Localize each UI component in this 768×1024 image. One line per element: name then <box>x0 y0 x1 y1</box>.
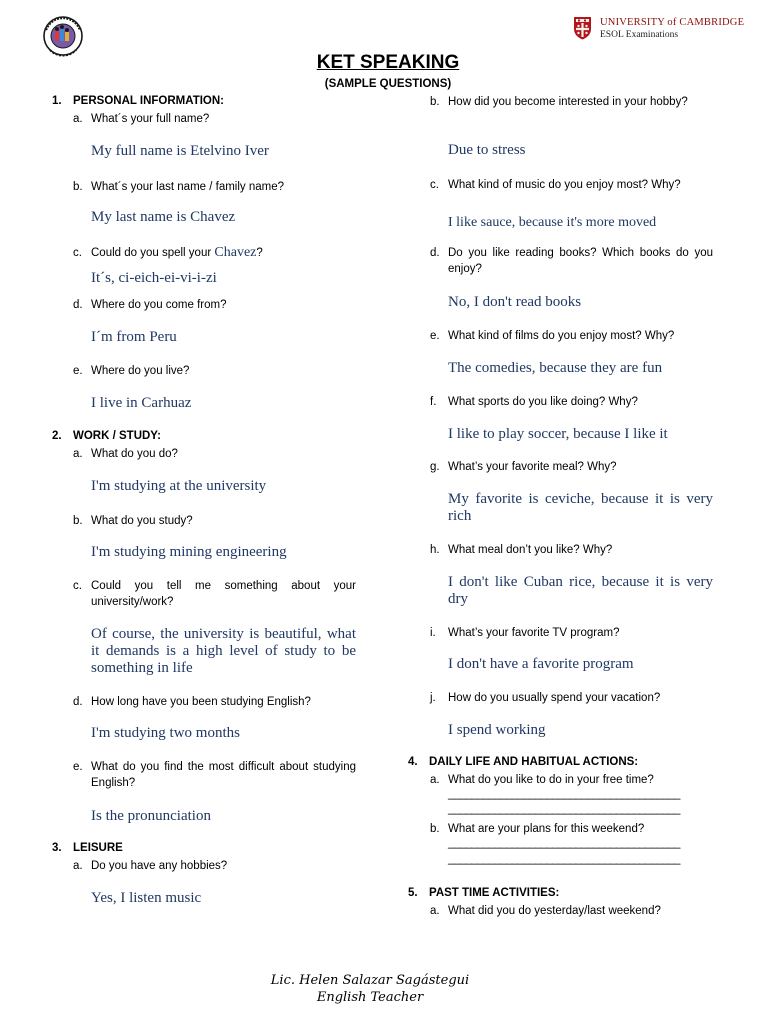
section-number: 2. <box>52 430 62 442</box>
answer: Is the pronunciation <box>91 808 211 824</box>
section-number: 4. <box>408 756 418 768</box>
question-text: Do you have any hobbies? <box>91 860 228 872</box>
question-text <box>91 245 263 261</box>
question-letter: a. <box>73 860 83 872</box>
answer: I don't have a favorite program <box>448 656 634 672</box>
answer: I'm studying at the university <box>91 478 267 494</box>
question-text: How did you become interested in your hobby? <box>448 96 688 108</box>
cambridge-shield-icon <box>573 16 592 40</box>
section-number: 1. <box>52 95 62 107</box>
question-text: How long have you been studying English? <box>91 696 311 708</box>
answer: I´m from Peru <box>91 329 177 345</box>
answer: It´s, ci-eich-ei-vi-i-zi <box>91 270 217 286</box>
section-number: 5. <box>408 887 418 899</box>
question-text: How do you usually spend your vacation? <box>448 692 661 704</box>
question-text: What kind of films do you enjoy most? Why? <box>448 330 675 342</box>
page-subtitle: (SAMPLE QUESTIONS) <box>324 78 452 90</box>
answer: I spend working <box>448 722 546 738</box>
cambridge-logo <box>573 16 753 42</box>
answer: My full name is Etelvino Iver <box>91 143 269 159</box>
section-label: WORK / STUDY: <box>73 430 161 442</box>
question-text: What do you study? <box>91 515 193 527</box>
question-letter: e. <box>73 365 83 377</box>
question-text: What sports do you like doing? Why? <box>448 396 638 408</box>
question-letter: a. <box>73 448 83 460</box>
question-letter: d. <box>73 299 83 311</box>
question-text: Do you like reading books? Which books do you enjoy? <box>448 247 713 275</box>
question-letter: b. <box>430 96 440 108</box>
answer: The comedies, because they are fun <box>448 360 663 376</box>
question-text-main: Could do you spell your <box>91 247 215 259</box>
answer: No, I don't read books <box>448 294 582 310</box>
answer: I'm studying two months <box>91 725 240 741</box>
answer-blank-line[interactable]: ________________________________________ <box>448 788 680 800</box>
answer: I like sauce, because it's more moved <box>448 215 657 230</box>
question-letter: c. <box>73 247 82 259</box>
question-text: What do you find the most difficult about studying English? <box>91 761 356 789</box>
question-letter: a. <box>430 774 440 786</box>
answer: My favorite is ceviche, because it is very rich <box>448 491 713 524</box>
question-text: Where do you live? <box>91 365 190 377</box>
answer-blank-line[interactable]: ________________________________________ <box>448 837 680 849</box>
answer-blank-line[interactable]: ________________________________________ <box>448 853 680 865</box>
question-letter: j. <box>430 692 436 704</box>
answer-blank-line[interactable]: ________________________________________ <box>448 803 680 815</box>
question-letter: g. <box>430 461 440 473</box>
question-text: What meal don’t you like? Why? <box>448 544 613 556</box>
answer: I'm studying mining engineering <box>91 544 287 560</box>
question-text: What´s your full name? <box>91 113 210 125</box>
teacher-role: English Teacher <box>316 990 424 1005</box>
question-text: Could you tell me something about your university/work? <box>91 580 356 608</box>
question-letter: d. <box>73 696 83 708</box>
question-text-name: Chavez <box>214 245 257 260</box>
question-letter: c. <box>430 179 439 191</box>
answer: I like to play soccer, because I like it <box>448 426 668 442</box>
teacher-name: Lic. Helen Salazar Sagástegui <box>270 973 470 988</box>
question-text: What do you like to do in your free time? <box>448 774 654 786</box>
section-label: LEISURE <box>73 842 123 854</box>
section-label: PERSONAL INFORMATION: <box>73 95 224 107</box>
page-title: KET SPEAKING <box>316 52 460 73</box>
question-text: What do you do? <box>91 448 178 460</box>
question-letter: a. <box>73 113 83 125</box>
question-text: What did you do yesterday/last weekend? <box>448 905 661 917</box>
cambridge-name: UNIVERSITY of CAMBRIDGE <box>600 17 745 28</box>
cambridge-subtitle: ESOL Examinations <box>600 30 679 40</box>
question-text-end: ? <box>256 247 263 259</box>
question-letter: e. <box>430 330 440 342</box>
section-label: PAST TIME ACTIVITIES: <box>429 887 560 899</box>
section-label: DAILY LIFE AND HABITUAL ACTIONS: <box>429 756 639 768</box>
question-letter: c. <box>73 580 82 592</box>
answer: Due to stress <box>448 142 526 158</box>
question-letter: b. <box>73 181 83 193</box>
question-text: What’s your favorite meal? Why? <box>448 461 617 473</box>
question-letter: e. <box>73 761 83 773</box>
answer: I don't like Cuban rice, because it is very dry <box>448 574 713 607</box>
section-number: 3. <box>52 842 62 854</box>
question-letter: d. <box>430 247 440 259</box>
answer: Yes, I listen music <box>91 890 202 906</box>
question-text: What kind of music do you enjoy most? Why? <box>448 179 681 191</box>
question-letter: a. <box>430 905 440 917</box>
question-letter: i. <box>430 627 436 639</box>
question-text: What’s your favorite TV program? <box>448 627 620 639</box>
answer: I live in Carhuaz <box>91 395 192 411</box>
answer: Of course, the university is beautiful, what it demands is a high level of study to be something in life <box>91 626 356 676</box>
answer: My last name is Chavez <box>91 209 236 225</box>
question-text: Where do you come from? <box>91 299 227 311</box>
question-letter: b. <box>430 823 440 835</box>
question-letter: h. <box>430 544 440 556</box>
question-text: What´s your last name / family name? <box>91 181 285 193</box>
question-letter: f. <box>430 396 437 408</box>
question-text: What are your plans for this weekend? <box>448 823 645 835</box>
question-letter: b. <box>73 515 83 527</box>
